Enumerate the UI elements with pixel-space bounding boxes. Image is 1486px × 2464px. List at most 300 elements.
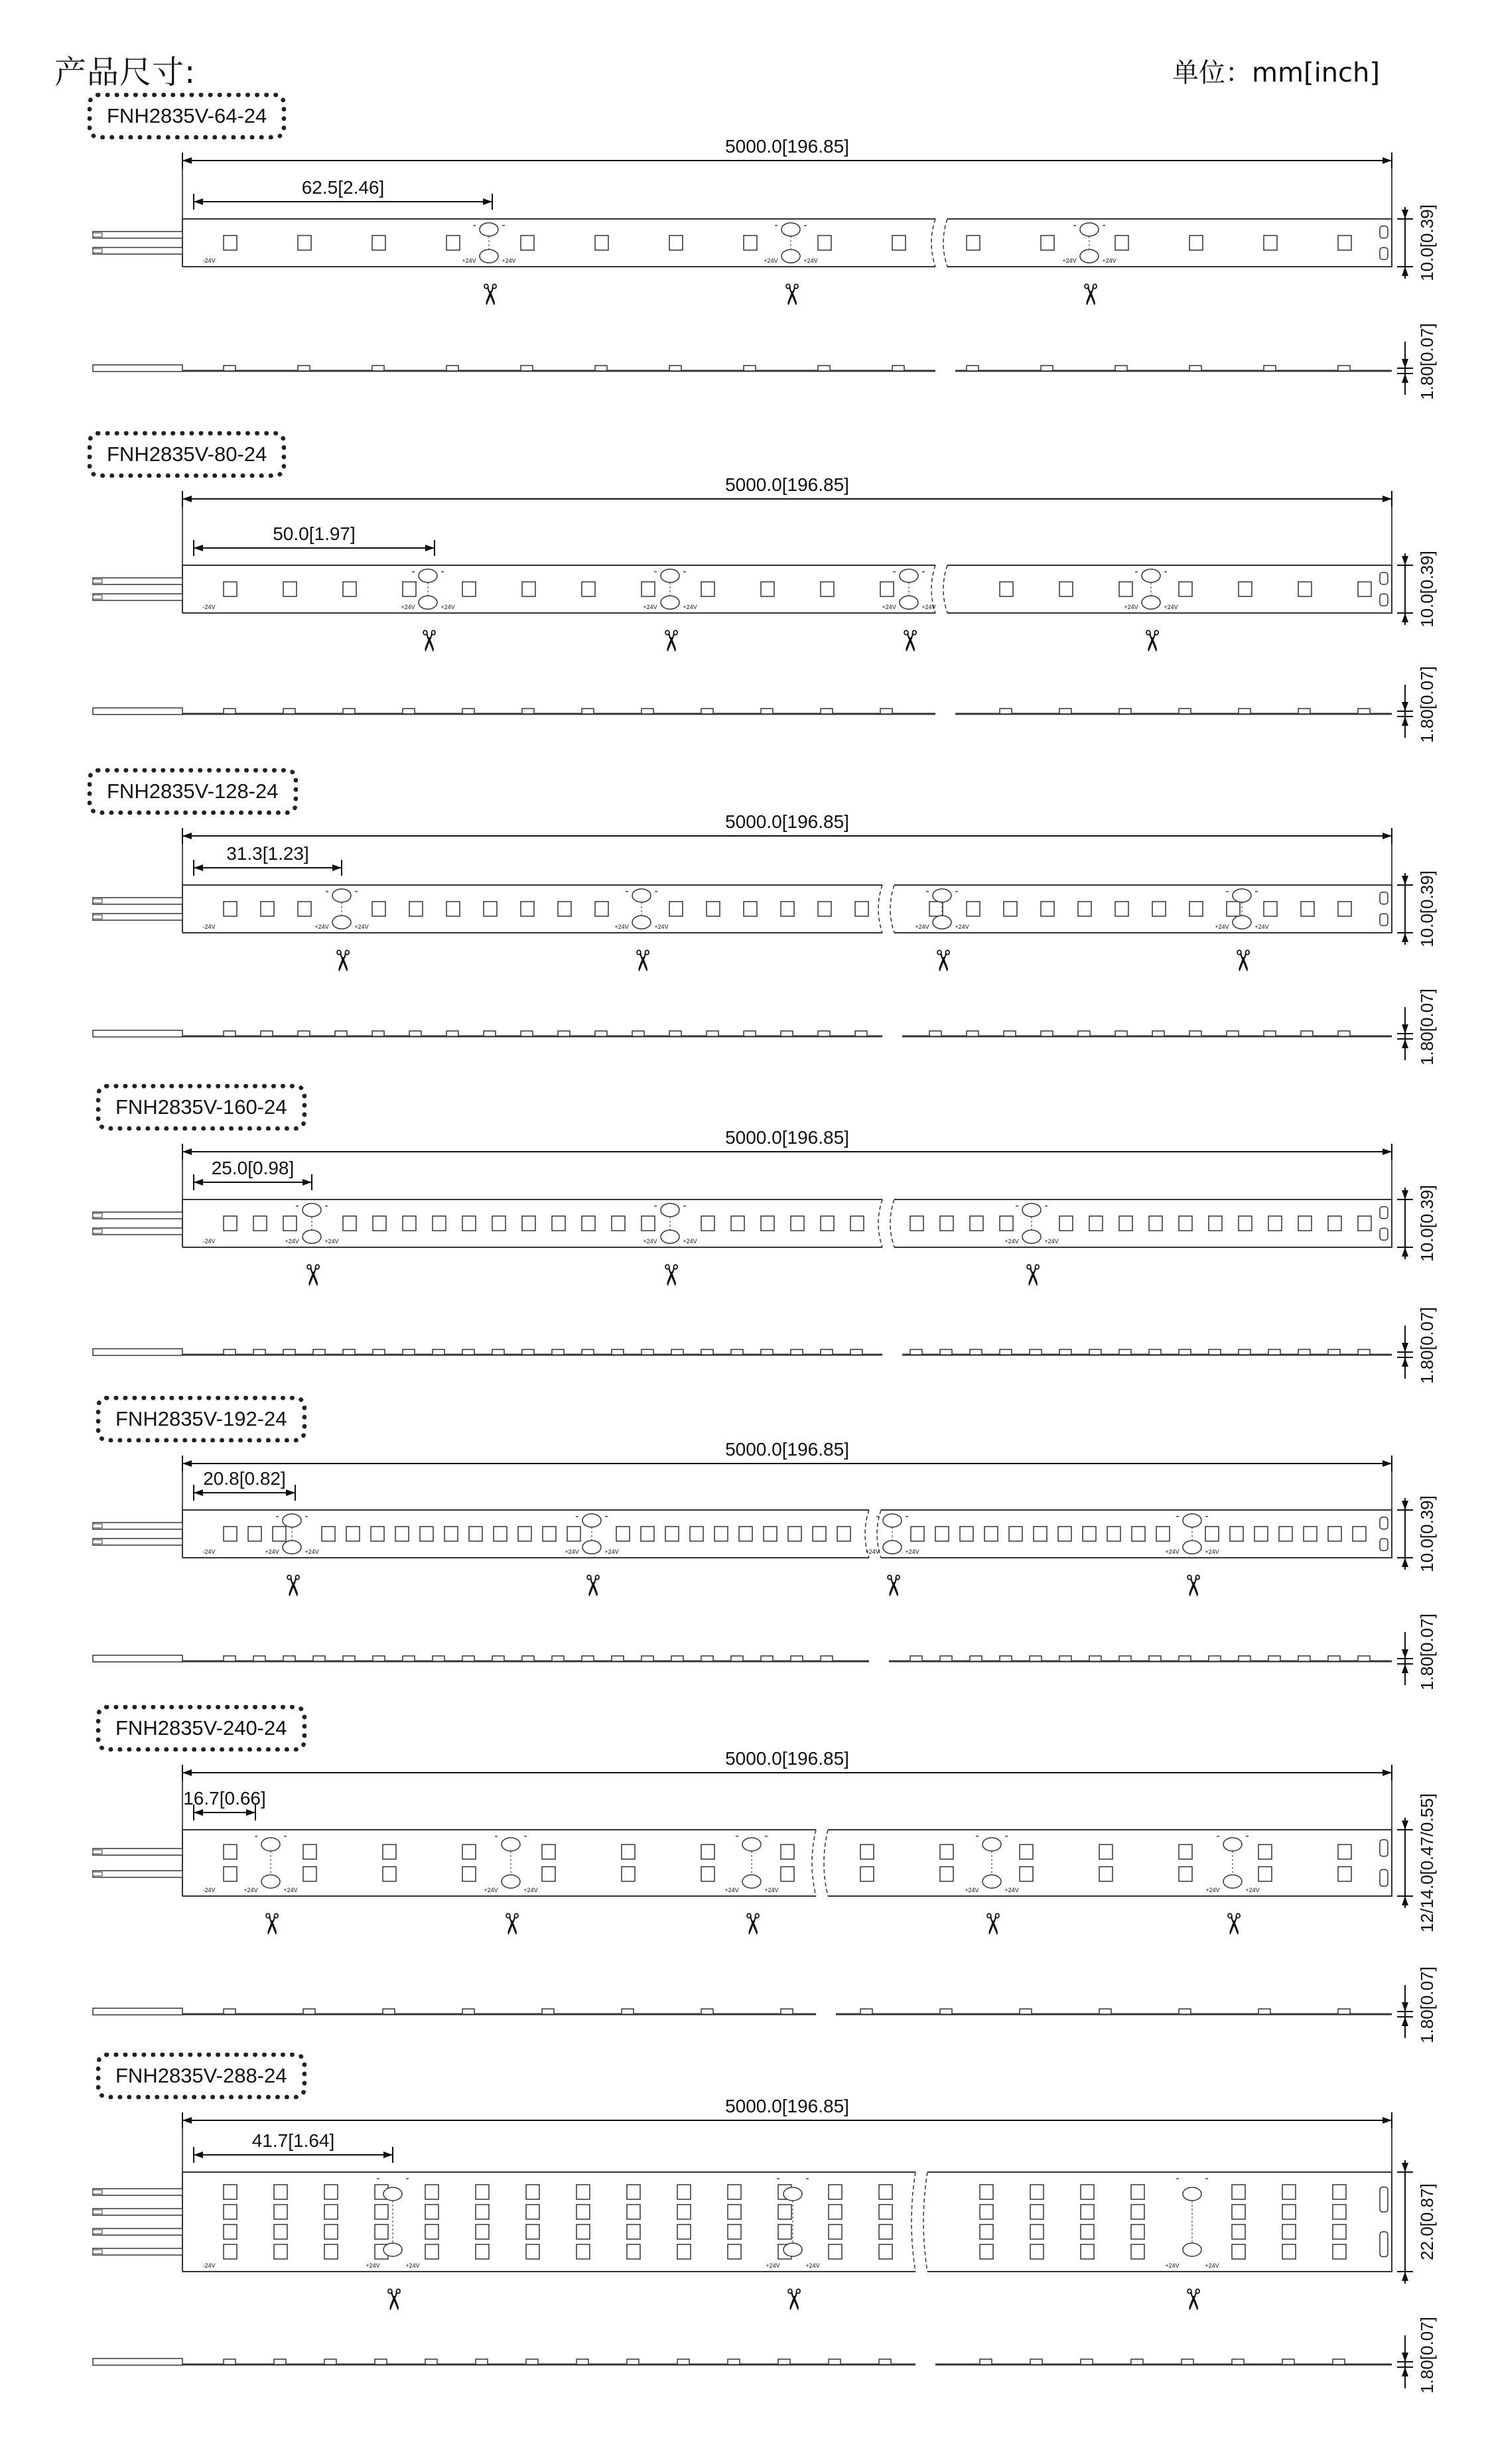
led-chip <box>303 1844 316 1859</box>
solder-pad <box>661 1203 679 1217</box>
led-chip <box>1030 2244 1044 2259</box>
led-chip-side <box>1131 2359 1143 2364</box>
led-chip <box>616 1527 630 1541</box>
led-chip <box>1338 236 1351 250</box>
led-chip <box>1333 2185 1346 2199</box>
scissors-icon: ✂ <box>626 948 658 973</box>
led-chip <box>261 902 274 916</box>
led-chip <box>542 1844 555 1859</box>
minus-label: - <box>1205 2173 1209 2184</box>
led-chip <box>1030 2185 1044 2199</box>
led-chip-side <box>1000 1656 1012 1661</box>
led-chip <box>1004 902 1017 916</box>
unit-label: 单位：mm[inch] <box>1172 58 1380 88</box>
voltage-label: +24V <box>366 2262 380 2269</box>
led-chip-side <box>1239 1656 1250 1661</box>
solder-pad <box>900 569 918 582</box>
thickness-label: 1.80[0.07] <box>1417 1307 1437 1384</box>
voltage-label: +24V <box>905 1548 919 1555</box>
led-chip <box>728 2205 741 2219</box>
minus-label: - <box>776 2173 780 2184</box>
led-chip-side <box>595 1031 607 1036</box>
minus-label: - <box>905 1511 909 1522</box>
led-chip-side <box>462 1349 474 1355</box>
solder-pad <box>1233 916 1251 929</box>
led-chip-side <box>671 1349 683 1355</box>
total-length-label: 5000.0[196.85] <box>725 1127 849 1148</box>
led-chip <box>1338 1844 1351 1859</box>
led-chip-side <box>522 709 534 714</box>
led-chip-side <box>253 1349 265 1355</box>
led-chip-side <box>731 1349 743 1355</box>
voltage-label: +24V <box>265 1548 279 1555</box>
led-chip <box>446 236 460 250</box>
solder-pad <box>1223 1875 1242 1888</box>
led-chip <box>1059 1216 1073 1231</box>
led-chip <box>744 236 757 250</box>
led-chip <box>522 582 535 596</box>
solder-pad <box>502 1838 520 1851</box>
led-chip-side <box>1179 709 1191 714</box>
led-chip-side <box>781 1031 793 1036</box>
led-chip <box>980 2185 993 2199</box>
led-chip <box>879 2224 892 2239</box>
solder-pad <box>332 916 351 929</box>
cut-point <box>401 566 454 653</box>
led-chip-side <box>1078 1031 1090 1036</box>
wire <box>93 1212 182 1219</box>
led-chip <box>462 582 476 596</box>
led-chip-side <box>744 366 756 371</box>
model-label: FNH2835V-288-24 <box>96 2053 306 2099</box>
led-chip <box>1041 902 1054 916</box>
led-chip-side <box>818 1031 830 1036</box>
strip-side-view <box>93 1030 1392 1037</box>
led-chip <box>761 1216 774 1231</box>
led-chip <box>274 2185 287 2199</box>
led-chip-side <box>761 1656 773 1661</box>
led-chip-side <box>778 2359 790 2364</box>
led-chip-side <box>1298 1349 1310 1355</box>
led-chip <box>1099 1867 1113 1882</box>
cut-point <box>265 1511 318 1598</box>
led-chip <box>728 2224 741 2239</box>
model-label: FNH2835V-80-24 <box>88 431 286 478</box>
led-chip-side <box>1059 1656 1071 1661</box>
led-chip-side <box>701 1349 713 1355</box>
minus-label: - <box>803 220 807 231</box>
led-chip <box>375 2224 388 2239</box>
cut-point <box>243 1830 297 1936</box>
solder-pad <box>900 596 918 609</box>
led-chip <box>224 2244 237 2259</box>
wire <box>93 578 182 584</box>
width-dimension <box>1397 551 1437 628</box>
led-chip <box>595 902 608 916</box>
wire <box>93 708 182 715</box>
cut-point <box>1205 1830 1259 1936</box>
solder-pad <box>502 1875 520 1888</box>
led-chip <box>371 1527 384 1541</box>
thickness-dimension <box>1397 1307 1437 1384</box>
led-chip-side <box>425 2359 437 2364</box>
led-chip <box>224 1867 237 1882</box>
cut-point <box>366 2173 419 2311</box>
voltage-label: +24V <box>243 1887 258 1893</box>
led-chip-side <box>224 2009 236 2014</box>
led-chip <box>940 1844 953 1859</box>
model-label: FNH2835V-128-24 <box>88 768 298 815</box>
minus-label: - <box>376 2173 380 2184</box>
led-chip <box>1131 2244 1144 2259</box>
led-chip <box>420 1527 433 1541</box>
led-chip-side <box>446 366 458 371</box>
led-chip-side <box>492 1656 504 1661</box>
led-chip <box>1328 1527 1341 1541</box>
voltage-label: -24V <box>202 1887 216 1893</box>
led-chip <box>1152 902 1166 916</box>
led-chip <box>446 902 460 916</box>
strip-side-view <box>93 2359 1392 2365</box>
led-chip <box>829 2205 842 2219</box>
scissors-icon: ✂ <box>1217 1911 1249 1937</box>
led-chip-side <box>622 2009 634 2014</box>
led-chip-side <box>582 709 594 714</box>
solder-pad <box>1022 1230 1041 1243</box>
width-label: 10.0[0.39] <box>1417 204 1437 281</box>
led-chip <box>665 1527 679 1541</box>
led-chip <box>1179 1867 1192 1882</box>
product-section-5 <box>93 1439 1437 1690</box>
led-chip-side <box>224 1656 236 1661</box>
led-chip-side <box>526 2359 538 2364</box>
led-chip <box>791 1216 804 1231</box>
minus-label: - <box>764 1830 768 1842</box>
led-chip-side <box>940 1349 952 1355</box>
voltage-label: +24V <box>1164 604 1178 610</box>
led-chip-side <box>744 1031 756 1036</box>
led-chip-side <box>1227 1031 1239 1036</box>
solder-pad <box>303 1203 321 1217</box>
led-chip <box>669 236 683 250</box>
led-chip <box>669 902 683 916</box>
voltage-label: +24V <box>865 1548 880 1555</box>
voltage-label: +24V <box>921 604 936 610</box>
led-chip <box>409 902 423 916</box>
led-chip-side <box>1358 1349 1370 1355</box>
voltage-label: +24V <box>1254 924 1269 930</box>
solder-pad <box>982 1838 1001 1851</box>
minus-label: - <box>653 566 657 577</box>
cut-point <box>882 566 935 653</box>
cut-point <box>915 886 969 973</box>
led-chip <box>343 1216 356 1231</box>
minus-label: - <box>1015 1200 1019 1211</box>
led-chip <box>1189 902 1203 916</box>
led-chip <box>476 2224 489 2239</box>
led-chip <box>1081 2244 1094 2259</box>
minus-label: - <box>295 1200 299 1211</box>
led-chip-side <box>373 1656 385 1661</box>
width-dimension <box>1397 1793 1437 1933</box>
led-chip <box>324 2185 338 2199</box>
solder-pad <box>582 1514 601 1527</box>
thickness-label: 1.80[0.07] <box>1417 323 1437 400</box>
led-chip <box>850 1216 864 1231</box>
led-chip-side <box>731 1656 743 1661</box>
minus-label: - <box>354 886 358 897</box>
led-chip <box>433 1216 446 1231</box>
scissors-icon: ✂ <box>495 1911 527 1937</box>
led-chip <box>558 902 571 916</box>
led-chip-side <box>1338 2009 1350 2014</box>
minus-label: - <box>1102 220 1106 231</box>
solder-pad <box>933 889 951 902</box>
led-chip-side <box>1179 1349 1191 1355</box>
wire <box>93 594 182 600</box>
led-chip <box>701 1867 714 1882</box>
minus-label: - <box>275 1511 279 1522</box>
led-chip-side <box>335 1031 347 1036</box>
led-chip <box>1333 2205 1346 2219</box>
minus-label: - <box>440 566 444 577</box>
voltage-label: +24V <box>683 604 697 610</box>
solder-pad <box>1142 569 1160 582</box>
led-chip <box>346 1527 360 1541</box>
led-chip-side <box>1264 1031 1276 1036</box>
voltage-label: -24V <box>202 604 216 610</box>
led-chip <box>911 1527 924 1541</box>
minus-label: - <box>683 566 687 577</box>
cut-point <box>1004 1200 1058 1287</box>
led-chip-side <box>476 2359 488 2364</box>
led-chip <box>860 1867 874 1882</box>
minus-label: - <box>283 1830 287 1842</box>
cut-length-label: 50.0[1.97] <box>273 523 356 544</box>
voltage-label: +24V <box>565 1548 579 1555</box>
led-chip <box>1081 2185 1094 2199</box>
cut-point <box>484 1830 537 1936</box>
voltage-label: +24V <box>764 257 778 264</box>
led-chip-side <box>1041 366 1053 371</box>
total-length-label: 5000.0[196.85] <box>725 474 849 495</box>
led-chip <box>567 1527 580 1541</box>
total-length-label: 5000.0[196.85] <box>725 136 849 157</box>
led-chip <box>1189 236 1203 250</box>
led-chip-side <box>1179 2009 1191 2014</box>
led-chip-side <box>433 1656 444 1661</box>
scissors-icon: ✂ <box>276 1573 308 1598</box>
led-chip <box>1258 1844 1272 1859</box>
led-chip-side <box>1182 2359 1193 2364</box>
led-chip <box>224 1844 237 1859</box>
led-chip-side <box>1264 366 1276 371</box>
led-chip <box>677 2185 691 2199</box>
solder-pad <box>1183 2243 1201 2256</box>
led-chip-side <box>552 1656 564 1661</box>
led-chip-side <box>1328 1656 1340 1661</box>
led-chip-side <box>383 2009 395 2014</box>
width-label: 12/14.0[0.47/0.55] <box>1417 1793 1437 1933</box>
scissors-icon: ✂ <box>654 1263 687 1288</box>
solder-pad <box>781 223 800 236</box>
scissors-icon: ✂ <box>296 1263 328 1288</box>
led-chip-side <box>821 1656 833 1661</box>
minus-label: - <box>604 1511 608 1522</box>
cut-point <box>1165 1511 1219 1598</box>
led-chip-side <box>980 2359 992 2364</box>
solder-pad <box>1233 889 1251 902</box>
solder-pad <box>742 1875 761 1888</box>
led-chip-side <box>1338 366 1350 371</box>
minus-label: - <box>1164 566 1168 577</box>
voltage-label: +24V <box>1165 1548 1180 1555</box>
wire <box>93 898 182 904</box>
scissors-icon: ✂ <box>654 628 687 653</box>
solder-pad <box>1183 1514 1201 1527</box>
voltage-label: +24V <box>1215 924 1229 930</box>
led-chip-side <box>409 1031 421 1036</box>
model-label: FNH2835V-160-24 <box>96 1084 306 1130</box>
width-dimension <box>1397 2160 1437 2284</box>
led-chip <box>677 2224 691 2239</box>
voltage-label: +24V <box>764 1887 779 1893</box>
led-chip-side <box>970 1656 982 1661</box>
led-chip-side <box>967 366 979 371</box>
led-chip <box>518 1527 531 1541</box>
scissors-icon: ✂ <box>876 1573 909 1598</box>
minus-label: - <box>472 220 476 231</box>
led-chip <box>1338 902 1351 916</box>
led-chip <box>984 1527 998 1541</box>
voltage-label: +24V <box>523 1887 538 1893</box>
led-chip-side <box>1000 1349 1012 1355</box>
scissors-icon: ✂ <box>736 1911 768 1937</box>
led-chip-side <box>940 1656 952 1661</box>
led-chip <box>940 1867 953 1882</box>
cut-point <box>462 220 515 307</box>
cut-point <box>965 1830 1018 1936</box>
led-chip-side <box>791 1656 803 1661</box>
led-chip <box>526 2205 539 2219</box>
led-chip <box>1205 1527 1219 1541</box>
led-chip <box>1333 2224 1346 2239</box>
voltage-label: +24V <box>1165 2262 1180 2269</box>
led-chip <box>425 2224 439 2239</box>
led-chip <box>324 2224 338 2239</box>
led-chip <box>781 1844 794 1859</box>
led-chip-side <box>552 1349 564 1355</box>
solder-pad <box>661 1230 679 1243</box>
led-chip-side <box>707 1031 718 1036</box>
led-chip-side <box>940 2009 952 2014</box>
led-chip <box>576 2205 590 2219</box>
led-chip <box>707 902 720 916</box>
led-chip <box>1328 1216 1341 1231</box>
led-chip-side <box>970 1349 982 1355</box>
led-chip <box>595 236 608 250</box>
minus-label: - <box>1004 1830 1008 1842</box>
scissors-icon: ✂ <box>377 2287 409 2312</box>
led-chip-side <box>892 366 904 371</box>
minus-label: - <box>892 566 896 577</box>
scissors-icon: ✂ <box>412 628 444 653</box>
voltage-label: +24V <box>965 1887 979 1893</box>
strip-side-view <box>93 1655 1392 1662</box>
led-chip <box>677 2244 691 2259</box>
led-chip-side <box>967 1031 979 1036</box>
led-chip <box>980 2244 993 2259</box>
scissors-icon: ✂ <box>976 1911 1008 1937</box>
minus-label: - <box>653 1200 657 1211</box>
product-section-6 <box>93 1748 1437 2043</box>
led-chip <box>1179 582 1192 596</box>
led-chip-side <box>701 709 713 714</box>
voltage-label: +24V <box>1124 604 1138 610</box>
model-label: FNH2835V-240-24 <box>96 1705 306 1751</box>
led-chip-side <box>1030 2359 1042 2364</box>
voltage-label: +24V <box>683 1238 697 1245</box>
led-chip-side <box>627 2359 639 2364</box>
voltage-label: +24V <box>915 924 929 930</box>
led-chip <box>526 2224 539 2239</box>
led-chip <box>967 902 980 916</box>
minus-label: - <box>411 566 415 577</box>
led-chip-side <box>929 1031 941 1036</box>
scissors-icon: ✂ <box>1176 2287 1209 2312</box>
led-chip <box>1239 1216 1252 1231</box>
led-chip <box>1258 1867 1272 1882</box>
led-chip-side <box>701 2009 713 2014</box>
led-chip <box>372 236 385 250</box>
led-chip <box>829 2244 842 2259</box>
voltage-label: -24V <box>202 924 216 930</box>
cut-length-label: 16.7[0.66] <box>183 1788 266 1809</box>
solder-pad <box>883 1540 902 1554</box>
solder-pad <box>632 889 651 902</box>
scissors-icon: ✂ <box>777 2287 809 2312</box>
led-chip-side <box>403 1349 415 1355</box>
led-chip <box>1279 1527 1292 1541</box>
minus-label: - <box>955 886 959 897</box>
scissors-icon: ✂ <box>473 282 506 307</box>
led-chip <box>813 1527 826 1541</box>
minus-label: - <box>1073 220 1077 231</box>
led-chip-side <box>855 1031 867 1036</box>
product-section-1 <box>93 136 1437 400</box>
cut-point <box>1062 220 1116 307</box>
led-chip <box>582 1216 595 1231</box>
led-chip <box>1232 2244 1245 2259</box>
solder-pad <box>383 2187 402 2201</box>
width-dimension <box>1397 204 1437 281</box>
led-chip-side <box>582 1349 594 1355</box>
product-section-4 <box>93 1127 1437 1384</box>
led-chip-side <box>850 1349 862 1355</box>
led-chip <box>1009 1527 1022 1541</box>
minus-label: - <box>325 886 329 897</box>
total-length-label: 5000.0[196.85] <box>725 1748 849 1769</box>
led-chip-side <box>462 709 474 714</box>
scissors-icon: ✂ <box>926 948 959 973</box>
led-chip <box>879 2185 892 2199</box>
solder-pad <box>781 249 800 263</box>
led-chip <box>1000 1216 1013 1231</box>
strip-side-view <box>93 365 1392 372</box>
wire <box>93 2209 182 2215</box>
led-chip <box>1030 2205 1044 2219</box>
led-chip-side <box>1030 1656 1042 1661</box>
